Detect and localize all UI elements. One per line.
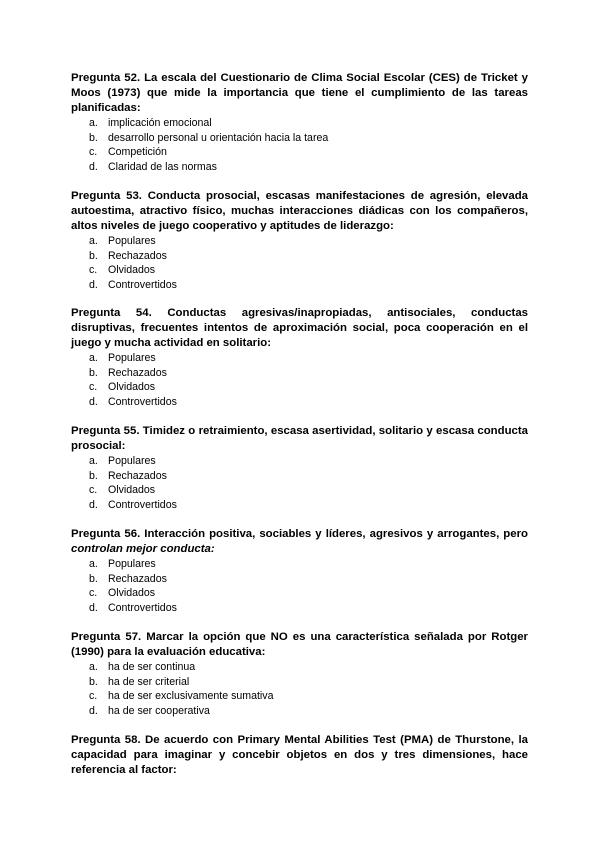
option-b (71, 366, 528, 381)
option-d (71, 498, 528, 513)
option-text: Controvertidos (108, 396, 177, 409)
option-a (71, 351, 528, 366)
question-56 (71, 527, 528, 616)
option-c (71, 263, 528, 278)
option-letter: c. (89, 484, 98, 497)
option-c (71, 145, 528, 160)
option-text: Controvertidos (108, 499, 177, 512)
option-a (71, 660, 528, 675)
option-b (71, 131, 528, 146)
option-letter: b. (89, 675, 98, 688)
option-b (71, 469, 528, 484)
option-text: Olvidados (108, 587, 156, 600)
option-d (71, 395, 528, 410)
option-text: Olvidados (108, 264, 156, 277)
option-letter: a. (89, 117, 98, 129)
option-text: ha de ser continua (108, 661, 196, 673)
option-letter: a. (89, 558, 98, 570)
option-list (71, 116, 528, 175)
option-d (71, 601, 528, 616)
option-list (71, 351, 528, 410)
option-text: Populares (108, 235, 156, 247)
question-text-italic: controlan mejor conducta: (71, 543, 215, 555)
question-54 (71, 306, 528, 410)
option-a (71, 557, 528, 572)
question-text: Pregunta 52. La escala del Cuestionario de Clima Social Escolar (CES) de Tricket y Moos (1973) que mide la importancia que tiene el cumplimiento de las tareas planificadas: (71, 72, 528, 114)
option-text: Claridad de las normas (108, 161, 217, 174)
option-list (71, 234, 528, 293)
question-55 (71, 424, 528, 513)
question-53 (71, 189, 528, 293)
option-list (71, 454, 528, 513)
option-text: Controvertidos (108, 279, 177, 292)
option-a (71, 234, 528, 249)
option-text: Populares (108, 352, 156, 364)
option-letter: a. (89, 455, 98, 467)
question-text: Pregunta 58. De acuerdo con Primary Mental Abilities Test (PMA) de Thurstone, la capacidad para imaginar y concebir objetos en dos y tres dimensiones, hace referencia al factor: (71, 734, 528, 776)
option-letter: c. (89, 264, 98, 277)
option-letter: c. (89, 690, 98, 703)
option-list (71, 660, 528, 719)
option-c (71, 380, 528, 395)
option-text: ha de ser cooperativa (108, 705, 210, 718)
option-letter: d. (89, 279, 98, 292)
option-a (71, 454, 528, 469)
option-c (71, 483, 528, 498)
option-letter: d. (89, 161, 98, 174)
option-c (71, 586, 528, 601)
option-d (71, 704, 528, 719)
option-d (71, 160, 528, 175)
option-b (71, 249, 528, 264)
question-57 (71, 630, 528, 719)
question-text: Pregunta 57. Marcar la opción que NO es una característica señalada por Rotger (1990) para la evaluación educativa: (71, 631, 528, 658)
option-letter: c. (89, 587, 98, 600)
option-text: ha de ser criterial (108, 675, 190, 688)
question-text-main: Pregunta 56. Interacción positiva, sociables y líderes, agresivos y arrogantes, pero (71, 528, 528, 540)
option-text: Olvidados (108, 381, 156, 394)
question-58 (71, 733, 528, 778)
option-a (71, 116, 528, 131)
option-b (71, 675, 528, 690)
option-text: ha de ser exclusivamente sumativa (108, 690, 274, 703)
option-text: desarrollo personal u orientación hacia la tarea (108, 131, 329, 144)
option-text: Competición (108, 146, 167, 159)
option-b (71, 572, 528, 587)
option-letter: b. (89, 366, 98, 379)
option-letter: d. (89, 602, 98, 615)
option-d (71, 278, 528, 293)
option-letter: d. (89, 396, 98, 409)
option-letter: b. (89, 469, 98, 482)
option-letter: a. (89, 661, 98, 673)
question-text (71, 527, 528, 557)
option-text: Populares (108, 455, 156, 467)
question-text: Pregunta 53. Conducta prosocial, escasas manifestaciones de agresión, elevada autoestima, atractivo físico, muchas interacciones diádicas con los compañeros, altos niveles de juego cooperativo y aptitudes de liderazgo: (71, 190, 528, 232)
option-letter: a. (89, 352, 98, 364)
option-text: Olvidados (108, 484, 156, 497)
option-text: Rechazados (108, 249, 167, 262)
option-letter: a. (89, 235, 98, 247)
option-text: implicación emocional (108, 117, 212, 129)
option-letter: b. (89, 572, 98, 585)
option-c (71, 689, 528, 704)
option-text: Rechazados (108, 366, 167, 379)
option-text: Rechazados (108, 469, 167, 482)
option-letter: d. (89, 705, 98, 718)
question-text: Pregunta 54. Conductas agresivas/inapropiadas, antisociales, conductas disruptivas, frecuentes intentos de aproximación social, poca cooperación en el juego y mucha actividad en solitario: (71, 307, 528, 349)
option-text: Controvertidos (108, 602, 177, 615)
option-list (71, 557, 528, 616)
option-letter: b. (89, 131, 98, 144)
option-text: Populares (108, 558, 156, 570)
question-text: Pregunta 55. Timidez o retraimiento, escasa asertividad, solitario y escasa conducta prosocial: (71, 425, 528, 452)
option-letter: b. (89, 249, 98, 262)
option-letter: d. (89, 499, 98, 512)
question-52 (71, 71, 528, 175)
option-letter: c. (89, 381, 98, 394)
option-text: Rechazados (108, 572, 167, 585)
option-letter: c. (89, 146, 98, 159)
